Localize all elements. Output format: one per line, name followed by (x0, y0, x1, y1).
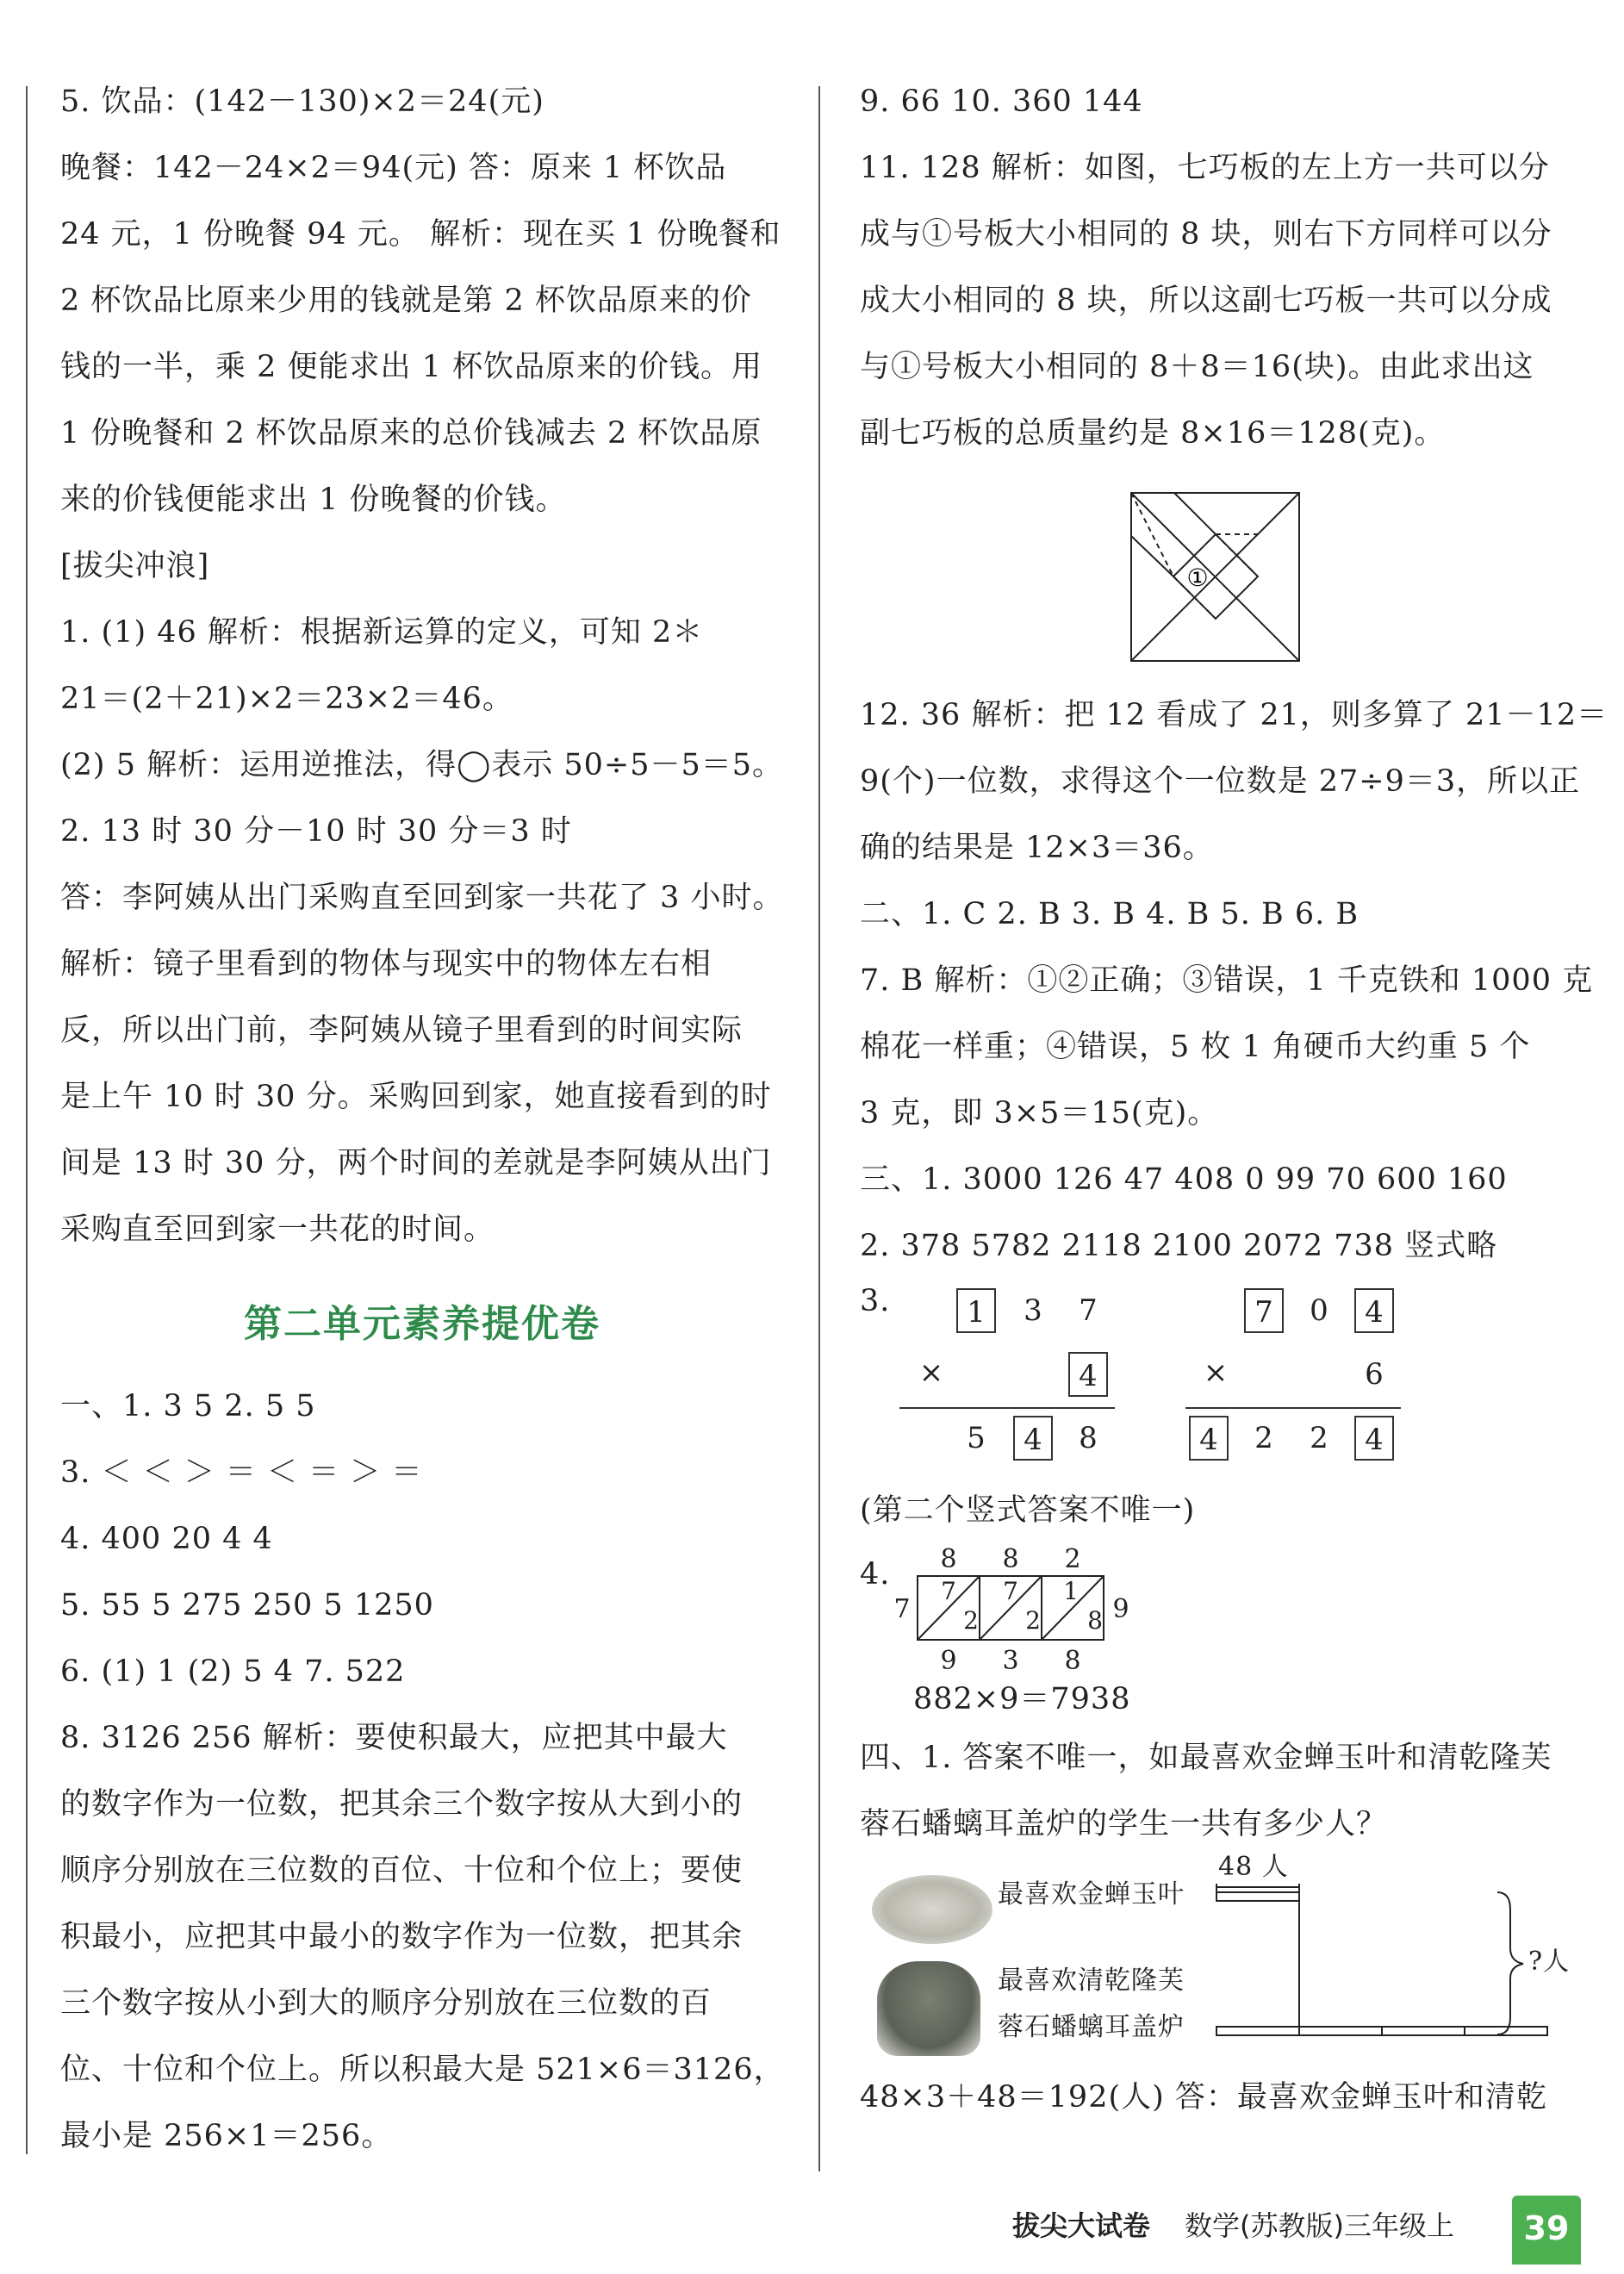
lattice-equation: 882×9＝7938 (913, 1682, 1131, 1716)
lattice-multiplication (860, 1544, 1584, 1725)
text-line: 的数字作为一位数，把其余三个数字按从大到小的 (60, 1787, 744, 1822)
digit-box: 4 (1354, 1416, 1394, 1461)
digit: 2 (1310, 1421, 1328, 1455)
text-line: 24 元，1 份晚餐 94 元。 解析：现在买 1 份晚餐和 (60, 217, 781, 252)
digit: 3 (1002, 1646, 1019, 1676)
digit: 6 (1365, 1357, 1384, 1392)
text-line: 副七巧板的总质量约是 8×16＝128(克)。 (860, 416, 1446, 451)
text-line: 晚餐：142－24×2＝94(元) 答：原来 1 杯饮品 (60, 151, 727, 185)
text-line: 1. (1) 46 解析：根据新运算的定义，可知 2＊ (60, 615, 704, 650)
bar-label: 最喜欢清乾隆芙 (998, 1966, 1185, 1996)
text-line: 来的价钱便能求出 1 份晚餐的价钱。 (60, 483, 567, 517)
text-line: 7. B 解析：①②正确；③错误，1 千克铁和 1000 克 (860, 963, 1594, 998)
lattice-cell-digit: 2 (1025, 1606, 1041, 1635)
digit: 9 (1112, 1594, 1129, 1624)
text-line: 3 克，即 3×5＝15(克)。 (860, 1096, 1219, 1131)
text-line: (2) 5 解析：运用逆推法，得◯表示 50÷5－5＝5。 (60, 748, 784, 782)
subject-grade: 数学(苏教版)三年级上 (1185, 2209, 1454, 2242)
digit: 7 (1079, 1293, 1098, 1328)
digit-box: 4 (1354, 1288, 1394, 1333)
text-line: 四、1. 答案不唯一，如最喜欢金蝉玉叶和清乾隆芙 (860, 1741, 1552, 1775)
bar-label: 最喜欢金蝉玉叶 (998, 1879, 1185, 1910)
digit: 2 (1254, 1421, 1273, 1455)
text-line: 成大小相同的 8 块，所以这副七巧板一共可以分成 (860, 283, 1552, 318)
text-line: 棉花一样重；④错误，5 枚 1 角硬币大约重 5 个 (860, 1030, 1531, 1064)
lattice-cell-digit: 2 (963, 1606, 979, 1635)
text-line: 5. 饮品：(142－130)×2＝24(元) (60, 84, 544, 119)
bar-total-label: ?人 (1528, 1947, 1571, 1977)
page-footer (1012, 2196, 1598, 2247)
text-line: 答：李阿姨从出门采购直至回到家一共花了 3 小时。 (60, 881, 784, 915)
text-line: 是上午 10 时 30 分。采购回到家，她直接看到的时 (60, 1080, 772, 1114)
answer-note: (第二个竖式答案不唯一) (860, 1493, 1196, 1528)
digit: 9 (940, 1646, 957, 1676)
digit-box: 4 (1189, 1416, 1229, 1461)
text-line: 三个数字按从小到大的顺序分别放在三位数的百 (60, 1986, 712, 2021)
digit: 8 (1064, 1646, 1081, 1676)
text-line: 成与①号板大小相同的 8 块，则右下方同样可以分 (860, 217, 1552, 252)
bar-label: 蓉石蟠螭耳盖炉 (998, 2012, 1185, 2042)
left-column (60, 69, 784, 2170)
text-line: 三、1. 3000 126 47 408 0 99 70 600 160 (860, 1162, 1508, 1197)
digit-box: 1 (956, 1288, 996, 1333)
text-line: 与①号板大小相同的 8＋8＝16(块)。由此求出这 (860, 350, 1534, 384)
text-line: 一、1. 3 5 2. 5 5 (60, 1389, 316, 1424)
text-line: 5. 55 5 275 250 5 1250 (60, 1588, 434, 1623)
text-line: 2 杯饮品比原来少用的钱就是第 2 杯饮品原来的价 (60, 283, 752, 318)
digit: 0 (1310, 1293, 1328, 1328)
text-line: 6. (1) 1 (2) 5 4 7. 522 (60, 1654, 406, 1689)
text-line: 二、1. C 2. B 3. B 4. B 5. B 6. B (860, 897, 1360, 931)
rule-line (899, 1407, 1115, 1409)
text-line: 间是 13 时 30 分，两个时间的差就是李阿姨从出门 (60, 1146, 772, 1181)
bar-lines (860, 1858, 1584, 2065)
times-sign: × (918, 1355, 944, 1390)
digit: 3 (1024, 1293, 1042, 1328)
text-line: 9. 66 10. 360 144 (860, 84, 1143, 119)
center-divider (818, 86, 820, 2171)
text-line: 钱的一半，乘 2 便能求出 1 杯饮品原来的价钱。用 (60, 350, 763, 384)
tangram-label: ① (1186, 564, 1209, 592)
digit: 8 (940, 1544, 957, 1574)
text-line: 积最小，应把其中最小的数字作为一位数，把其余 (60, 1920, 744, 1954)
left-margin-line (26, 86, 28, 2154)
digit-box: 4 (1013, 1416, 1053, 1461)
text-line: 4. 400 20 4 4 (60, 1522, 273, 1556)
question-number: 4. (860, 1557, 891, 1592)
text-line: 反，所以出门前，李阿姨从镜子里看到的时间实际 (60, 1013, 744, 1048)
digit-box: 7 (1244, 1288, 1284, 1333)
text-line: 2. 13 时 30 分－10 时 30 分＝3 时 (60, 814, 572, 849)
lattice-cell-digit: 7 (1003, 1577, 1018, 1605)
digit-box: 4 (1068, 1352, 1108, 1397)
bar-model-diagram (860, 1852, 1584, 2065)
text-line: 8. 3126 256 解析：要使积最大，应把其中最大 (60, 1721, 728, 1755)
text-line: 顺序分别放在三位数的百位、十位和个位上；要使 (60, 1853, 744, 1888)
vertical-multiplication (860, 1280, 1584, 1478)
tangram-svg (860, 476, 1584, 665)
text-line: 2. 378 5782 2118 2100 2072 738 竖式略 (860, 1229, 1498, 1263)
unit-title: 第二单元素养提优卷 (244, 1302, 600, 1346)
lattice-cell-digit: 7 (941, 1577, 956, 1605)
question-number: 3. (860, 1284, 891, 1318)
digit: 8 (1079, 1421, 1098, 1455)
tangram-figure (860, 476, 1584, 682)
text-line: 9(个)一位数，求得这个一位数是 27÷9＝3，所以正 (860, 764, 1581, 799)
lattice-cell-digit: 1 (1063, 1577, 1079, 1605)
lattice-cell-digit: 8 (1087, 1606, 1103, 1635)
text-line: 48×3＋48＝192(人) 答：最喜欢金蝉玉叶和清乾 (860, 2080, 1547, 2115)
text-line: 位、十位和个位上。所以积最大是 521×6＝3126， (60, 2053, 785, 2087)
text-line: 12. 36 解析：把 12 看成了 21，则多算了 21－12＝ (860, 698, 1608, 732)
section-heading: [拔尖冲浪] (60, 549, 210, 583)
text-line: 21＝(2＋21)×2＝23×2＝46。 (60, 682, 513, 716)
text-line: 蓉石蟠螭耳盖炉的学生一共有多少人？ (860, 1807, 1388, 1841)
right-column (860, 69, 1608, 2131)
text-line: 3. ＜ ＜ ＞ ＝ ＜ ＝ ＞ ＝ (60, 1455, 423, 1490)
text-line: 1 份晚餐和 2 杯饮品原来的总价钱减去 2 杯饮品原 (60, 416, 762, 451)
digit: 7 (893, 1594, 911, 1624)
times-sign: × (1203, 1355, 1229, 1390)
rule-line (1185, 1407, 1401, 1409)
book-title: 拔尖大试卷 (1012, 2209, 1151, 2242)
text-line: 解析：镜子里看到的物体与现实中的物体左右相 (60, 947, 712, 981)
text-line: 采购直至回到家一共花的时间。 (60, 1212, 495, 1247)
digit: 5 (967, 1421, 986, 1455)
text-line: 确的结果是 12×3＝36。 (860, 831, 1214, 865)
digit: 2 (1064, 1544, 1081, 1574)
digit: 8 (1002, 1544, 1019, 1574)
text-line: 最小是 256×1＝256。 (60, 2119, 393, 2153)
page-number-badge: 39 (1512, 2196, 1581, 2265)
bar-value-label: 48 人 (1218, 1852, 1289, 1882)
text-line: 11. 128 解析：如图，七巧板的左上方一共可以分 (860, 151, 1550, 185)
